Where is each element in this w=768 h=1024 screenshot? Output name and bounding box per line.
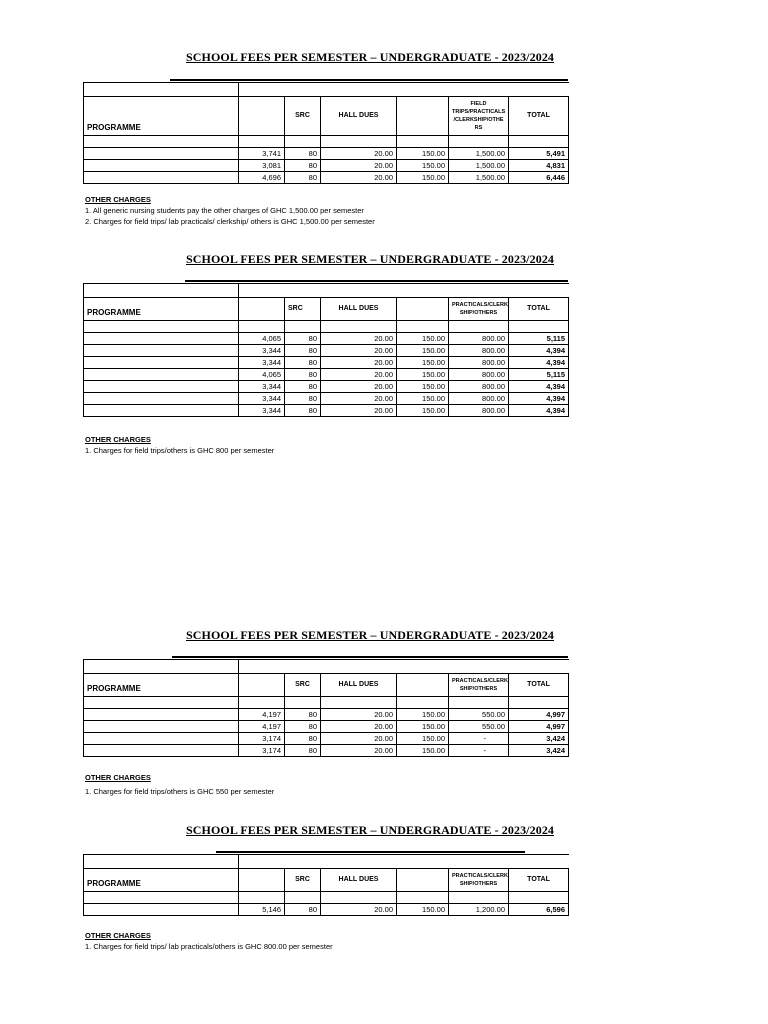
table-cell: 5,491	[509, 148, 569, 160]
header-blank	[397, 298, 449, 321]
blank-cell	[239, 660, 569, 674]
blank-cell	[239, 83, 569, 97]
fee-table	[83, 82, 569, 184]
table-cell: 150.00	[397, 405, 449, 417]
blank-cell	[397, 892, 449, 904]
header-hall-dues: HALL DUES	[321, 298, 397, 321]
other-charges-notes	[85, 930, 333, 952]
table-cell: 4,394	[509, 381, 569, 393]
header-extra-charges: PRACTICALS/CLERK SHIP/OTHERS	[449, 869, 509, 892]
blank-cell	[449, 697, 509, 709]
table-cell: 3,344	[239, 393, 285, 405]
note-line: 1. Charges for field trips/ lab practicals/others is GHC 800.00 per semester	[85, 942, 333, 951]
programme-cell	[84, 369, 239, 381]
header-total: TOTAL	[509, 674, 569, 697]
table-cell: -	[449, 733, 509, 745]
programme-cell	[84, 405, 239, 417]
header-blank	[239, 97, 285, 136]
table-row	[84, 345, 569, 357]
table-cell: 3,344	[239, 381, 285, 393]
header-blank	[397, 869, 449, 892]
table-cell: 800.00	[449, 369, 509, 381]
header-total: TOTAL	[509, 97, 569, 136]
table-cell: 4,394	[509, 345, 569, 357]
blank-cell	[84, 321, 239, 333]
other-charges-heading: OTHER CHARGES	[85, 435, 151, 444]
table-cell: 20.00	[321, 381, 397, 393]
blank-cell	[239, 321, 285, 333]
section-title: SCHOOL FEES PER SEMESTER – UNDERGRADUATE - 2023/2024	[185, 50, 555, 64]
table-cell: 80	[285, 172, 321, 184]
header-src: SRC	[285, 298, 321, 321]
table-cell: 80	[285, 381, 321, 393]
table-cell: 3,424	[509, 745, 569, 757]
fee-table	[83, 854, 569, 916]
blank-cell	[84, 697, 239, 709]
table-cell: 150.00	[397, 369, 449, 381]
header-src: SRC	[285, 869, 321, 892]
table-cell: 80	[285, 148, 321, 160]
note-line: 1. Charges for field trips/others is GHC 550 per semester	[85, 787, 275, 796]
table-cell: 150.00	[397, 393, 449, 405]
blank-cell	[239, 892, 285, 904]
table-cell: 150.00	[397, 357, 449, 369]
table-cell: 80	[285, 405, 321, 417]
section-title: SCHOOL FEES PER SEMESTER – UNDERGRADUATE - 2023/2024	[185, 628, 555, 642]
table-cell: 20.00	[321, 333, 397, 345]
table-cell: 20.00	[321, 709, 397, 721]
programme-cell	[84, 381, 239, 393]
note-line: 1. Charges for field trips/others is GHC 800 per semester	[85, 446, 275, 455]
table-row	[84, 369, 569, 381]
header-programme: PROGRAMME	[84, 97, 239, 136]
blank-cell	[84, 855, 239, 869]
blank-cell	[449, 321, 509, 333]
table-cell: 150.00	[397, 345, 449, 357]
blank-cell	[239, 284, 569, 298]
note-line: 2. Charges for field trips/ lab practicals/ clerkship/ others is GHC 1,500.00 per semester	[85, 217, 375, 226]
table-cell: 150.00	[397, 709, 449, 721]
table-row	[84, 381, 569, 393]
other-charges-notes	[85, 772, 274, 797]
table-cell: 80	[285, 733, 321, 745]
table-cell: 3,344	[239, 405, 285, 417]
header-extra-charges: PRACTICALS/CLERK SHIP/OTHERS	[449, 674, 509, 697]
table-cell: 150.00	[397, 172, 449, 184]
section-title: SCHOOL FEES PER SEMESTER – UNDERGRADUATE - 2023/2024	[185, 252, 555, 266]
table-cell: 800.00	[449, 381, 509, 393]
blank-cell	[397, 697, 449, 709]
table-cell: 3,174	[239, 745, 285, 757]
programme-cell	[84, 357, 239, 369]
table-cell: 20.00	[321, 393, 397, 405]
table-cell: 4,197	[239, 721, 285, 733]
header-src: SRC	[285, 674, 321, 697]
table-cell: 3,174	[239, 733, 285, 745]
header-blank	[397, 674, 449, 697]
header-hall-dues: HALL DUES	[321, 97, 397, 136]
table-cell: 4,696	[239, 172, 285, 184]
blank-cell	[509, 136, 569, 148]
table-cell: 4,065	[239, 369, 285, 381]
table-cell: 80	[285, 904, 321, 916]
table-cell: 800.00	[449, 333, 509, 345]
header-total: TOTAL	[509, 869, 569, 892]
table-row	[84, 721, 569, 733]
blank-cell	[397, 136, 449, 148]
table-cell: 6,446	[509, 172, 569, 184]
programme-cell	[84, 745, 239, 757]
other-charges-heading: OTHER CHARGES	[85, 195, 151, 204]
programme-cell	[84, 333, 239, 345]
blank-cell	[321, 321, 397, 333]
table-row	[84, 733, 569, 745]
blank-cell	[239, 136, 285, 148]
header-hall-dues: HALL DUES	[321, 869, 397, 892]
table-cell: 3,344	[239, 345, 285, 357]
table-row	[84, 172, 569, 184]
programme-cell	[84, 172, 239, 184]
table-cell: 5,115	[509, 333, 569, 345]
note-line: 1. All generic nursing students pay the other charges of GHC 1,500.00 per semester	[85, 206, 364, 215]
blank-cell	[321, 136, 397, 148]
header-programme: PROGRAMME	[84, 869, 239, 892]
blank-cell	[285, 136, 321, 148]
table-cell: -	[449, 745, 509, 757]
header-extra-charges: PRACTICALS/CLERK SHIP/OTHERS	[449, 298, 509, 321]
blank-cell	[239, 697, 285, 709]
header-total: TOTAL	[509, 298, 569, 321]
title-rule	[170, 79, 568, 81]
table-cell: 150.00	[397, 721, 449, 733]
table-cell: 150.00	[397, 733, 449, 745]
table-cell: 4,394	[509, 405, 569, 417]
header-src: SRC	[285, 97, 321, 136]
table-cell: 150.00	[397, 333, 449, 345]
table-cell: 1,500.00	[449, 160, 509, 172]
table-cell: 3,081	[239, 160, 285, 172]
other-charges-heading: OTHER CHARGES	[85, 773, 151, 782]
table-cell: 4,065	[239, 333, 285, 345]
table-row	[84, 745, 569, 757]
other-charges-heading: OTHER CHARGES	[85, 931, 151, 940]
table-cell: 20.00	[321, 904, 397, 916]
fee-table	[83, 283, 569, 417]
table-row	[84, 393, 569, 405]
table-cell: 1,500.00	[449, 172, 509, 184]
table-cell: 550.00	[449, 709, 509, 721]
table-cell: 150.00	[397, 904, 449, 916]
table-cell: 800.00	[449, 405, 509, 417]
table-cell: 80	[285, 160, 321, 172]
header-blank	[239, 298, 285, 321]
programme-cell	[84, 709, 239, 721]
blank-cell	[285, 892, 321, 904]
table-row	[84, 904, 569, 916]
programme-cell	[84, 345, 239, 357]
table-cell: 20.00	[321, 369, 397, 381]
programme-cell	[84, 721, 239, 733]
table-cell: 80	[285, 357, 321, 369]
table-cell: 150.00	[397, 160, 449, 172]
blank-cell	[285, 321, 321, 333]
table-row	[84, 160, 569, 172]
table-cell: 4,997	[509, 721, 569, 733]
other-charges-notes	[85, 194, 375, 227]
title-rule	[216, 851, 525, 853]
header-blank	[397, 97, 449, 136]
title-rule	[172, 656, 568, 658]
table-cell: 80	[285, 369, 321, 381]
table-cell: 20.00	[321, 357, 397, 369]
table-cell: 20.00	[321, 405, 397, 417]
blank-cell	[509, 892, 569, 904]
header-programme: PROGRAMME	[84, 674, 239, 697]
table-cell: 80	[285, 745, 321, 757]
other-charges-notes	[85, 434, 274, 456]
blank-cell	[449, 892, 509, 904]
table-cell: 150.00	[397, 381, 449, 393]
table-cell: 550.00	[449, 721, 509, 733]
table-cell: 4,394	[509, 393, 569, 405]
table-cell: 4,831	[509, 160, 569, 172]
table-cell: 6,596	[509, 904, 569, 916]
blank-cell	[397, 321, 449, 333]
header-programme: PROGRAMME	[84, 298, 239, 321]
table-cell: 80	[285, 709, 321, 721]
table-cell: 20.00	[321, 745, 397, 757]
header-hall-dues: HALL DUES	[321, 674, 397, 697]
table-cell: 80	[285, 345, 321, 357]
table-cell: 4,394	[509, 357, 569, 369]
table-row	[84, 405, 569, 417]
table-row	[84, 709, 569, 721]
table-cell: 150.00	[397, 745, 449, 757]
table-cell: 3,344	[239, 357, 285, 369]
table-cell: 150.00	[397, 148, 449, 160]
blank-cell	[509, 321, 569, 333]
table-cell: 4,197	[239, 709, 285, 721]
table-cell: 3,424	[509, 733, 569, 745]
table-cell: 5,146	[239, 904, 285, 916]
header-blank	[239, 674, 285, 697]
table-cell: 800.00	[449, 393, 509, 405]
blank-cell	[84, 892, 239, 904]
table-cell: 20.00	[321, 148, 397, 160]
table-cell: 800.00	[449, 345, 509, 357]
blank-cell	[84, 136, 239, 148]
header-extra-charges: FIELD TRIPS/PRACTICALS /CLERKSHIP/OTHE RS	[449, 97, 509, 136]
programme-cell	[84, 733, 239, 745]
programme-cell	[84, 148, 239, 160]
table-cell: 3,741	[239, 148, 285, 160]
table-cell: 20.00	[321, 172, 397, 184]
table-row	[84, 148, 569, 160]
table-cell: 20.00	[321, 733, 397, 745]
table-cell: 80	[285, 393, 321, 405]
programme-cell	[84, 160, 239, 172]
blank-cell	[84, 660, 239, 674]
table-cell: 5,115	[509, 369, 569, 381]
table-cell: 800.00	[449, 357, 509, 369]
table-cell: 1,200.00	[449, 904, 509, 916]
blank-cell	[509, 697, 569, 709]
table-row	[84, 333, 569, 345]
table-cell: 1,500.00	[449, 148, 509, 160]
table-cell: 20.00	[321, 721, 397, 733]
table-cell: 80	[285, 721, 321, 733]
title-rule	[185, 280, 568, 282]
blank-cell	[449, 136, 509, 148]
fee-table	[83, 659, 569, 757]
section-title: SCHOOL FEES PER SEMESTER – UNDERGRADUATE - 2023/2024	[185, 823, 555, 837]
blank-cell	[321, 892, 397, 904]
programme-cell	[84, 393, 239, 405]
table-cell: 20.00	[321, 345, 397, 357]
blank-cell	[84, 284, 239, 298]
blank-cell	[84, 83, 239, 97]
blank-cell	[321, 697, 397, 709]
programme-cell	[84, 904, 239, 916]
blank-cell	[285, 697, 321, 709]
header-blank	[239, 869, 285, 892]
table-cell: 4,997	[509, 709, 569, 721]
blank-cell	[239, 855, 569, 869]
table-cell: 20.00	[321, 160, 397, 172]
table-cell: 80	[285, 333, 321, 345]
table-row	[84, 357, 569, 369]
